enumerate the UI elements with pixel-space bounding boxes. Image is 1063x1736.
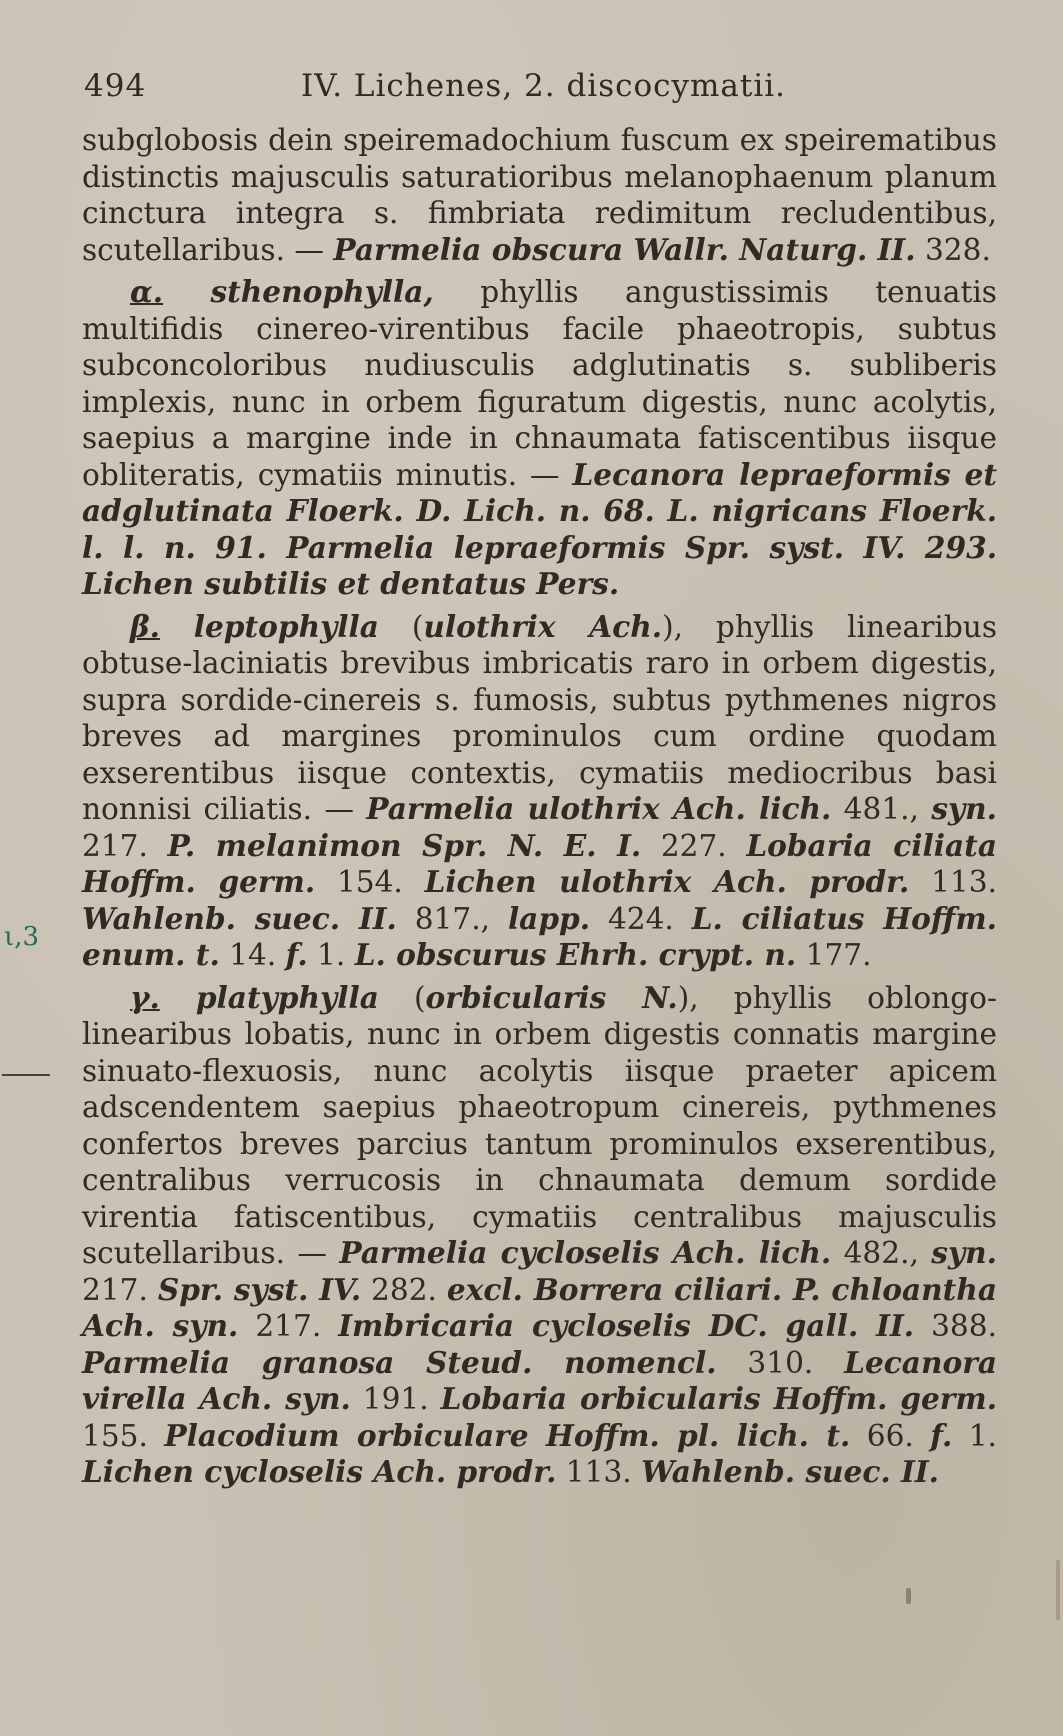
italic-citation: Lecanora lepraeformis et adglutinata Floerk. D. Lich. n. 68. L. nigricans Floerk. l. l. n. 91. Parmelia lepraeformis Spr. syst. IV. 293. Lichen subtilis et dentatus Pers. (82, 456, 998, 601)
variety-marker: γ. (130, 979, 160, 1015)
italic-citation: Parmelia obscura Wallr. Naturg. II. (333, 231, 916, 267)
italic-citation: Spr. syst. IV. (157, 1271, 362, 1307)
italic-citation: sthenophylla, (163, 274, 434, 309)
variety-marker: β. (130, 608, 160, 644)
italic-citation: Lichen cycloselis Ach. prodr. (82, 1454, 557, 1489)
running-header (82, 62, 997, 122)
running-title: IV. Lichenes, 2. discocymatii. (301, 68, 787, 104)
italic-citation: Wahlenb. suec. II. (641, 1454, 939, 1489)
main-text (82, 122, 997, 1491)
italic-citation: excl. Borrera ciliari. P. chloantha Ach. syn. (82, 1271, 997, 1343)
paragraph-gamma-platyphylla: γ. platyphylla (orbicularis N.), phyllis oblongo-linearibus lobatis, nunc in orbem digestis connatis margine sinuato-flexuosis, nunc acolytis iisque praeter apicem adscendentem saepius phaeotropum cinereis, pythmenes confertos breves parcius tantum prominulos exserentibus, centralibus verrucosis in chnaumata demum sordide virentia fatiscentibus, cymatiis centralibus majusculis scutellaribus. — Parmelia cycloselis Ach. lich. 482., syn. 217. Spr. syst. IV. 282. excl. Borrera ciliari. P. chloantha Ach. syn. 217. Imbricaria cycloselis DC. gall. II. 388. Parmelia granosa Steud. nomencl. 310. Lecanora virella Ach. syn. 191. Lobaria orbicularis Hoffm. germ. 155. Placodium orbiculare Hoffm. pl. lich. t. 66. f. 1. Lichen cycloselis Ach. prodr. 113. Wahlenb. suec. II. (82, 979, 997, 1489)
paper-speck (906, 1588, 911, 1604)
italic-citation: Wahlenb. suec. II. (82, 900, 397, 936)
paragraph-intro: subglobosis dein speiremadochium fuscum ex speirematibus distinctis majusculis saturatioribus melanophaenum planum cinctura integra s. fimbriata redimitum recludentibus, scutellaribus. — Parmelia obscura Wallr. Naturg. II. 328. (82, 123, 997, 267)
italic-citation: platyphylla (159, 979, 379, 1015)
italic-citation: Placodium orbiculare Hoffm. pl. lich. t. (164, 1417, 851, 1453)
italic-citation: P. melanimon Spr. N. E. I. (167, 827, 642, 863)
italic-citation: ulothrix Ach. (423, 608, 663, 644)
italic-citation: f. (930, 1417, 953, 1453)
variety-marker: α. (130, 274, 164, 309)
paragraph-alpha-sthenophylla: α. sthenophylla, phyllis angustissimis tenuatis multifidis cinereo-virentibus facile phaeotropis, subtus subconcoloribus nudiusculis adglutinatis s. subliberis implexis, nunc in orbem figuratum digestis, nunc acolytis, saepius a margine inde in chnaumata fatiscentibus iisque obliteratis, cymatiis minutis. — Lecanora lepraeformis et adglutinata Floerk. D. Lich. n. 68. L. nigricans Floerk. l. l. n. 91. Parmelia lepraeformis Spr. syst. IV. 293. Lichen subtilis et dentatus Pers. (82, 274, 998, 601)
italic-citation: Imbricaria cycloselis DC. gall. II. (338, 1308, 915, 1343)
margin-annotation: ι,3 (4, 922, 40, 952)
italic-citation: Lobaria ciliata Hoffm. germ. (82, 827, 997, 899)
italic-citation: Lichen ulothrix Ach. prodr. (424, 864, 910, 899)
italic-citation: L. ciliatus Hoffm. enum. t. (82, 900, 997, 972)
margin-tick (2, 1074, 50, 1076)
italic-citation: Lobaria orbicularis Hoffm. germ. (440, 1381, 997, 1416)
italic-citation: leptophylla (159, 608, 379, 644)
italic-citation: Lecanora virella Ach. syn. (82, 1344, 997, 1416)
italic-citation: Parmelia granosa Steud. nomencl. (82, 1344, 717, 1380)
book-page (82, 62, 997, 1491)
page-number: 494 (84, 68, 147, 104)
paragraph-beta-leptophylla: β. leptophylla (ulothrix Ach.), phyllis linearibus obtuse-laciniatis brevibus imbricatis raro in orbem digestis, supra sordide-cinereis s. fumosis, subtus pythmenes nigros breves ad margines prominulos cum ordine quodam exserentibus iisque contextis, cymatiis mediocribus basi nonnisi ciliatis. — Parmelia ulothrix Ach. lich. 481., syn. 217. P. melanimon Spr. N. E. I. 227. Lobaria ciliata Hoffm. germ. 154. Lichen ulothrix Ach. prodr. 113. Wahlenb. suec. II. 817., lapp. 424. L. ciliatus Hoffm. enum. t. 14. f. 1. L. obscurus Ehrh. crypt. n. 177. (82, 608, 998, 972)
italic-citation: f. (285, 937, 308, 972)
italic-citation: Parmelia ulothrix Ach. lich. (366, 791, 832, 826)
italic-citation: L. obscurus Ehrh. crypt. n. (354, 937, 797, 972)
italic-citation: syn. (931, 791, 997, 826)
italic-citation: syn. (931, 1235, 997, 1270)
italic-citation: Parmelia cycloselis Ach. lich. (339, 1235, 832, 1270)
italic-citation: lapp. (507, 900, 591, 936)
paper-edge-mark (1056, 1560, 1060, 1620)
italic-citation: orbicularis N. (425, 979, 678, 1015)
